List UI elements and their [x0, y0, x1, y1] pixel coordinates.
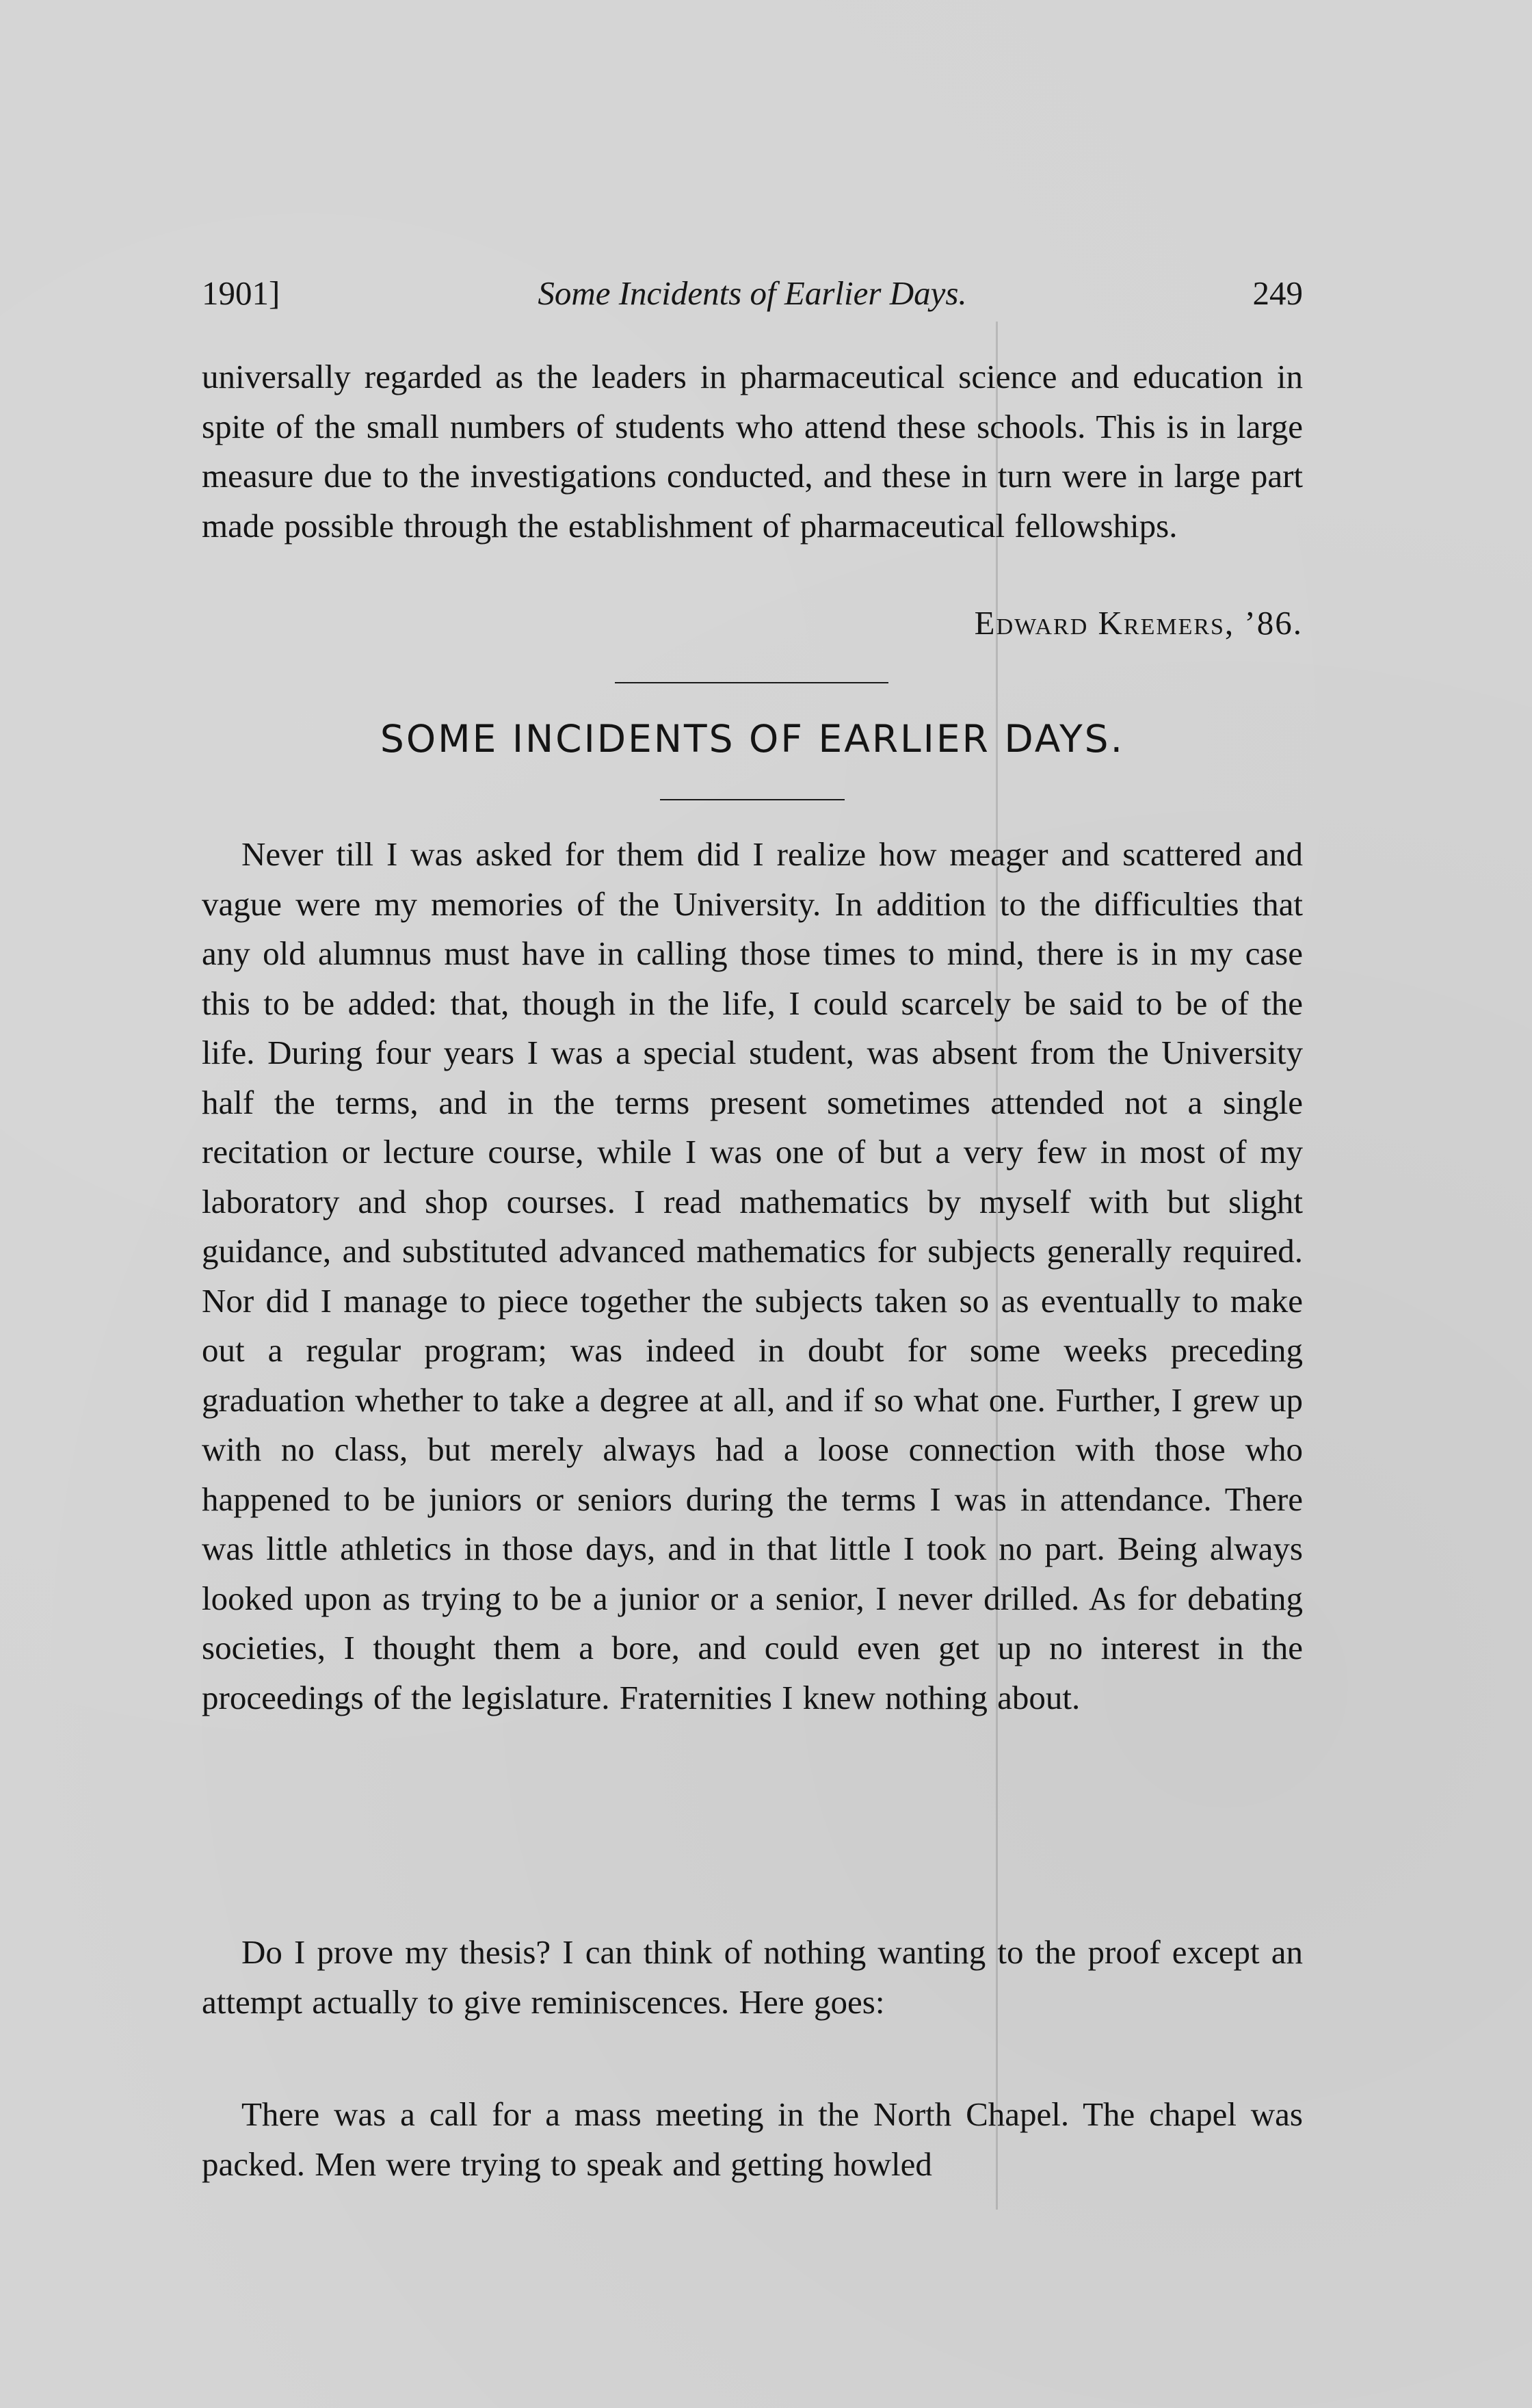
title-underline-rule	[660, 799, 845, 800]
author-signature: Edward Kremers, ’86.	[974, 604, 1303, 642]
article-paragraph-1-container	[202, 830, 1303, 1723]
section-divider-rule	[615, 682, 888, 683]
preceding-article-end	[202, 352, 1303, 551]
header-running-title: Some Incidents of Earlier Days.	[538, 274, 967, 312]
article-title: SOME INCIDENTS OF EARLIER DAYS.	[380, 717, 1125, 761]
article-paragraph-3-container	[202, 2090, 1303, 2189]
header-year: 1901]	[202, 274, 280, 312]
article-paragraph-3: There was a call for a mass meeting in the North Chapel. The chapel was packed. Men were trying to speak and getting howled	[202, 2095, 1303, 2183]
text-column	[202, 0, 1303, 2408]
page-number: 249	[1252, 274, 1303, 312]
article-paragraph-2: Do I prove my thesis? I can think of nothing wanting to the proof except an attempt actually to give reminiscences. Here goes:	[202, 1933, 1303, 2021]
article-paragraph-2-container	[202, 1928, 1303, 2027]
article-paragraph-1: Never till I was asked for them did I realize how meager and scattered and vague were my memories of the University. In addition to the difficulties that any old alumnus must have in calling those times to mind, there is in my case this to be added: that, though in the life, I could scarcely be said to be of the life. During four years I was a special student, was absent from the University half the terms, and in the terms present sometimes attended not a single recitation or lecture course, while I was one of but a very few in most of my laboratory and shop courses. I read mathematics by myself with but slight guidance, and substituted advanced mathematics for subjects generally required. Nor did I manage to piece together the subjects taken so as eventually to make out a regular program; was indeed in doubt for some weeks preceding graduation whether to take a degree at all, and if so what one. Further, I grew up with no class, but merely always had a loose connection with those who happened to be juniors or seniors during the terms I was in attendance. There was little athletics in those days, and in that little I took no part. Being always looked upon as trying to be a junior or a senior, I never drilled. As for debating societies, I thought them a bore, and could even get up no interest in the proceedings of the legislature. Fraternities I knew nothing about.	[202, 835, 1303, 1716]
closing-paragraph: universally regarded as the leaders in pharmaceutical science and education in spite of the small numbers of students who attend these schools. This is in large measure due to the investigations conducted, and these in turn were in large part made possible through the establishment of pharmaceutical fellowships.	[202, 358, 1303, 545]
